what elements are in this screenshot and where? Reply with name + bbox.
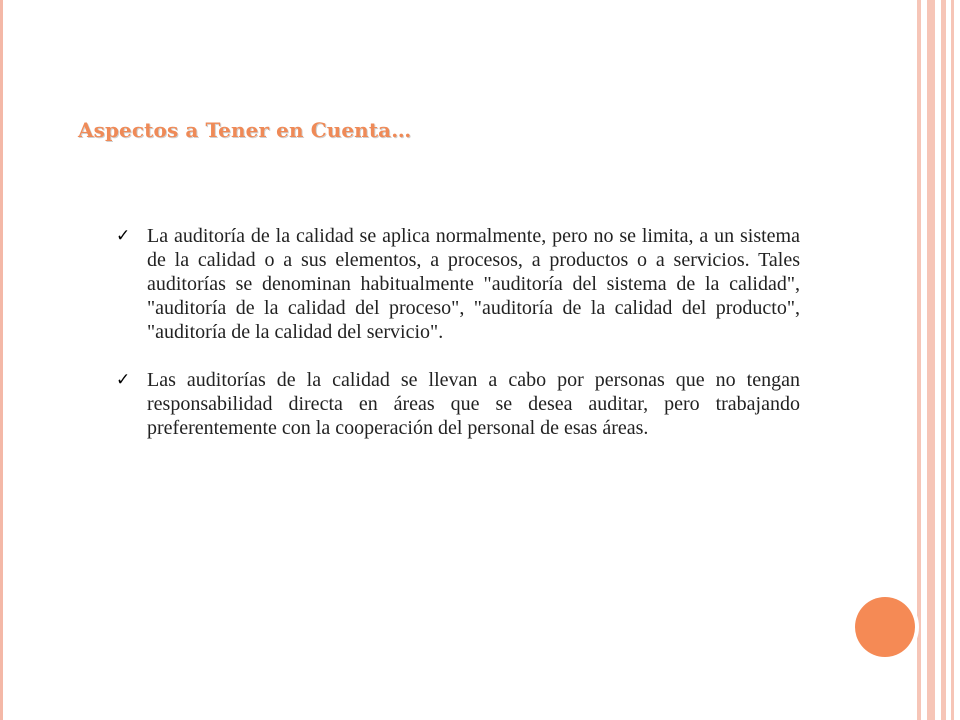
slide-title: Aspectos a Tener en Cuenta…: [78, 118, 412, 142]
right-border-line-1: [917, 0, 921, 720]
checkmark-icon: ✓: [116, 370, 131, 390]
checkmark-icon: ✓: [116, 226, 131, 246]
right-border-line-4: [951, 0, 954, 720]
bullet-item-2: [116, 368, 800, 440]
bullet-text-1: La auditoría de la calidad se aplica normalmente, pero no se limita, a un sistema de la calidad o a sus elementos, a procesos, a productos o a servicios. Tales auditorías se denominan habitualmente "auditoría del sistema de la calidad", "auditoría de la calidad del proceso", "auditoría de la calidad del producto", "auditoría de la calidad del servicio".: [147, 225, 800, 343]
right-border-line-3: [941, 0, 946, 720]
right-border-line-2: [927, 0, 935, 720]
bullet-list: [116, 224, 800, 464]
orange-circle-decoration: [855, 597, 915, 657]
bullet-text-2: Las auditorías de la calidad se llevan a cabo por personas que no tengan responsabilidad directa en áreas que se desea auditar, pero trabajando preferentemente con la cooperación del personal de esas áreas.: [147, 369, 800, 439]
left-border-line: [0, 0, 3, 720]
bullet-item-1: [116, 224, 800, 344]
